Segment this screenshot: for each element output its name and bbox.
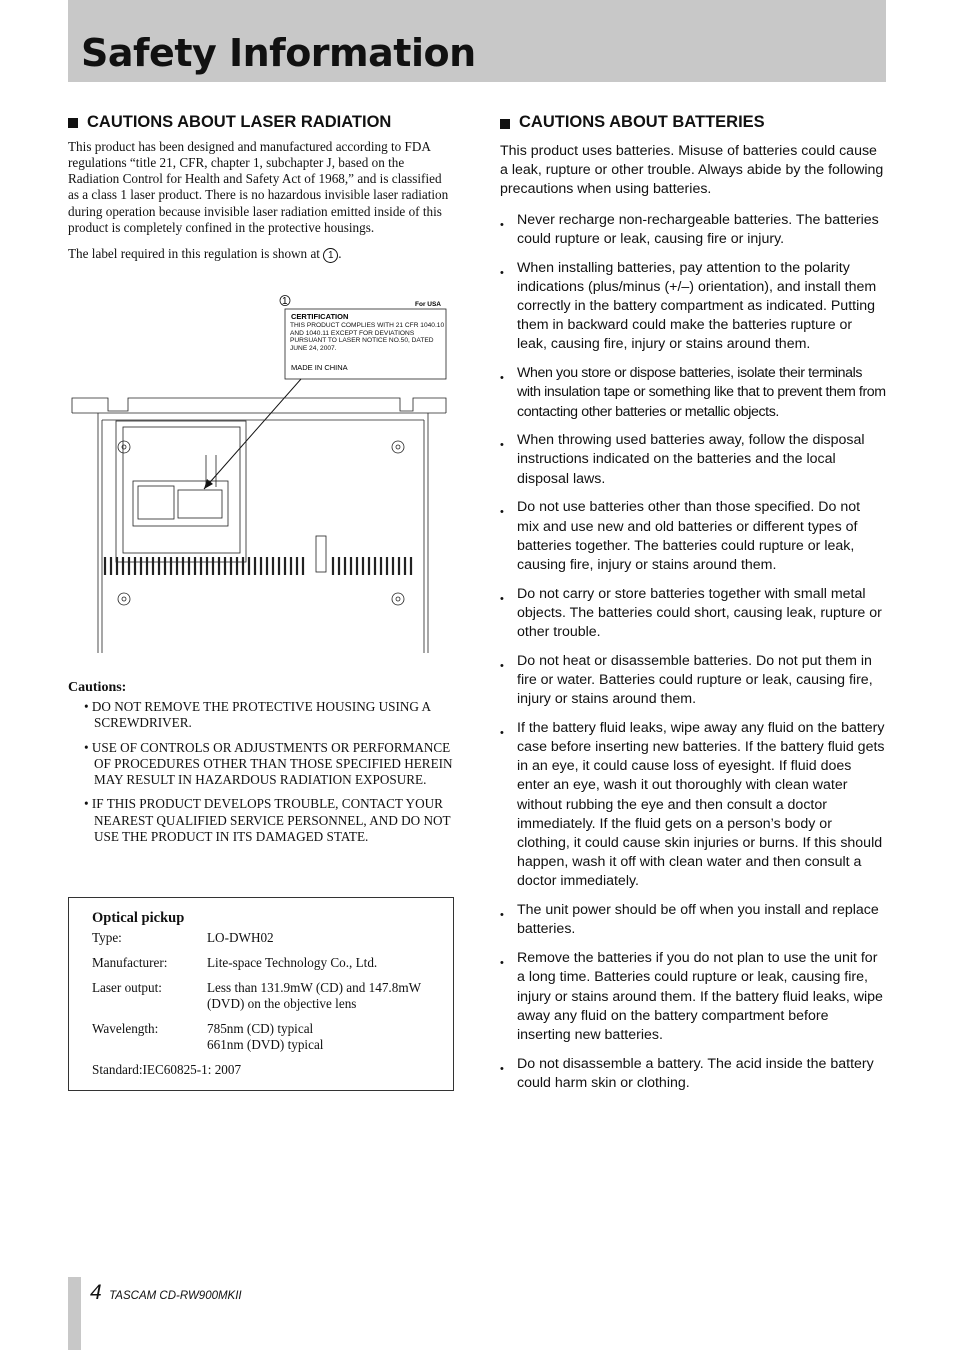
- bullet-icon: •: [500, 592, 504, 605]
- bullet-icon: •: [500, 439, 504, 452]
- footer-bar: [68, 1277, 81, 1350]
- wavelength-dvd: 661nm (DVD) typical: [207, 1037, 324, 1052]
- laser-heading-text: CAUTIONS ABOUT LASER RADIATION: [87, 113, 392, 131]
- battery-item-text: When throwing used batteries away, follow the disposal instructions indicated on the batteries and the local disposal laws.: [517, 432, 865, 487]
- bullet-icon: •: [500, 506, 504, 519]
- battery-item: [500, 431, 886, 489]
- label-marker: 1: [323, 248, 338, 263]
- battery-item-text: Do not disassemble a battery. The acid inside the battery could harm skin or clothing.: [517, 1055, 874, 1091]
- bullet-icon: •: [500, 909, 504, 922]
- cautions-heading: Cautions:: [68, 680, 127, 695]
- laser-heading: [68, 113, 454, 133]
- spec-key: Laser output:: [92, 980, 162, 995]
- optical-pickup-title: Optical pickup: [92, 910, 185, 926]
- page-title: Safety Information: [81, 31, 476, 75]
- cert-title: CERTIFICATION: [291, 312, 349, 321]
- battery-item: [500, 719, 886, 892]
- spec-key: Type:: [92, 930, 122, 945]
- caution-item: • USE OF CONTROLS OR ADJUSTMENTS OR PERFORMANCE OF PROCEDURES OTHER THAN THOSE SPECIFIED HEREIN MAY RESULT IN HAZARDOUS RADIATION EXPOSURE.: [84, 739, 453, 788]
- cert-text-container: [290, 322, 446, 366]
- battery-item-text: Do not carry or store batteries together with small metal objects. The batteries could short, causing leak, rupture or other trouble.: [517, 585, 882, 641]
- cert-marker: 1: [282, 296, 288, 307]
- spec-value: Less than 131.9mW (CD) and 147.8mW (DVD) on the objective lens: [207, 980, 421, 1011]
- laser-body: This product has been designed and manufactured according to FDA regulations “title 21, CFR, chapter 1, subchapter J, based on the Radiation Control for Health and Safety Act of 1968,” and is classified as a class 1 laser product. There is no hazardous invisible laser radiation during operation because invisible laser radiation emitted inside of this product is completely confined in the protective housings.: [68, 138, 449, 235]
- chassis-outline: [72, 398, 446, 653]
- bullet-icon: •: [500, 1062, 504, 1075]
- cert-origin: MADE IN CHINA: [291, 363, 348, 372]
- battery-item: [500, 211, 886, 249]
- batteries-heading: [500, 113, 886, 133]
- cert-region: For USA: [415, 301, 441, 308]
- page-header: [68, 0, 886, 82]
- batteries-section: [500, 113, 886, 1103]
- caution-item: • IF THIS PRODUCT DEVELOPS TROUBLE, CONTACT YOUR NEAREST QUALIFIED SERVICE PERSONNEL, AND DO NOT USE THE PRODUCT IN ITS DAMAGED STATE.: [84, 796, 451, 845]
- bullet-icon: •: [500, 659, 504, 672]
- batteries-intro: This product uses batteries. Misuse of batteries could cause a leak, rupture or other trouble. Always abide by the following precautions when using batteries.: [500, 142, 884, 198]
- label-note-end: .: [338, 246, 342, 262]
- battery-item-text: If the battery fluid leaks, wipe away any fluid on the battery case before inserting new batteries. If the battery fluid gets in an eye, it could cause loss of eyesight. If fluid does enter an eye, wash it out thoroughly with clean water without rubbing the eye and then consult a doctor immediately. If the fluid gets on a person’s body or clothing, it could cause skin injuries or burns. If this should happen, wash it off with clean water and then consult a doctor immediately.: [517, 719, 885, 890]
- spec-value: Lite-space Technology Co., Ltd.: [207, 955, 378, 970]
- laser-section: [68, 113, 454, 1077]
- mounting-holes: [118, 441, 404, 605]
- wavelength-cd: 785nm (CD) typical: [207, 1021, 314, 1036]
- battery-item-text: When you store or dispose batteries, isolate their terminals with insulation tape or something like that to prevent them from contacting other batteries or metallic objects.: [517, 365, 886, 420]
- bullet-icon: •: [500, 218, 504, 231]
- spec-key: Manufacturer:: [92, 955, 168, 970]
- bullet-icon: •: [500, 726, 504, 739]
- battery-item: [500, 949, 886, 1045]
- spec-value: [207, 1021, 457, 1053]
- page-number: 4: [90, 1281, 102, 1304]
- caution-item: • DO NOT REMOVE THE PROTECTIVE HOUSING USING A SCREWDRIVER.: [84, 699, 431, 731]
- battery-item-text: When installing batteries, pay attention to the polarity indications (plus/minus (+/–) orientation), and install them correctly in the battery compartment as indicated. Putting them in backward could make the batteries rupture or leak, causing fire, injury or stains around them.: [517, 259, 877, 353]
- label-note: [68, 246, 454, 263]
- battery-item: [500, 364, 886, 422]
- cautions-list: [76, 699, 456, 853]
- spec-standard: Standard:IEC60825-1: 2007: [92, 1062, 242, 1077]
- battery-item: [500, 652, 886, 710]
- battery-item: [500, 585, 886, 643]
- square-bullet-icon: [68, 118, 78, 128]
- battery-item-text: Never recharge non-rechargeable batteries. The batteries could rupture or leak, causing fire or injury.: [517, 211, 879, 247]
- spec-value: LO-DWH02: [207, 930, 274, 945]
- label-note-text: The label required in this regulation is shown at: [68, 246, 320, 262]
- batteries-list: [500, 211, 886, 1093]
- vent-slots: [105, 557, 411, 575]
- batteries-heading-text: CAUTIONS ABOUT BATTERIES: [519, 113, 765, 131]
- battery-item-text: The unit power should be off when you install and replace batteries.: [517, 902, 879, 938]
- bullet-icon: •: [500, 957, 504, 970]
- optical-pickup-box: [68, 897, 454, 1091]
- battery-item-text: Do not use batteries other than those specified. Do not mix and use new and old batteries or different types of batteries together. The batteries could rupture or leak, causing fire, injury or stains around them.: [517, 499, 861, 573]
- battery-item-text: Do not heat or disassemble batteries. Do not put them in fire or water. Batteries could rupture or leak, causing fire, injury or stains around them.: [517, 652, 873, 708]
- cert-text: THIS PRODUCT COMPLIES WITH 21 CFR 1040.10 AND 1040.11 EXCEPT FOR DEVIATIONS PURSUANT TO LASER NOTICE NO.50, DATED JUNE 24, 2007.: [290, 322, 445, 353]
- bottom-panel-diagram: [68, 293, 454, 653]
- battery-item: [500, 259, 886, 355]
- battery-item: [500, 498, 886, 575]
- battery-item-text: Remove the batteries if you do not plan to use the unit for a long time. Batteries could rupture or leak, causing fire, injury or stains around them. If the battery fluid leaks, wipe away any fluid on the battery compartment before inserting new batteries.: [517, 950, 883, 1043]
- bullet-icon: •: [500, 372, 504, 385]
- battery-item: [500, 901, 886, 939]
- spec-key: Wavelength:: [92, 1021, 159, 1036]
- square-bullet-icon: [500, 119, 510, 129]
- page-footer: [90, 1281, 242, 1305]
- pointer-line: [204, 379, 301, 489]
- model-name: TASCAM CD-RW900MKII: [109, 1290, 242, 1302]
- battery-item: [500, 1055, 886, 1093]
- bullet-icon: •: [500, 266, 504, 279]
